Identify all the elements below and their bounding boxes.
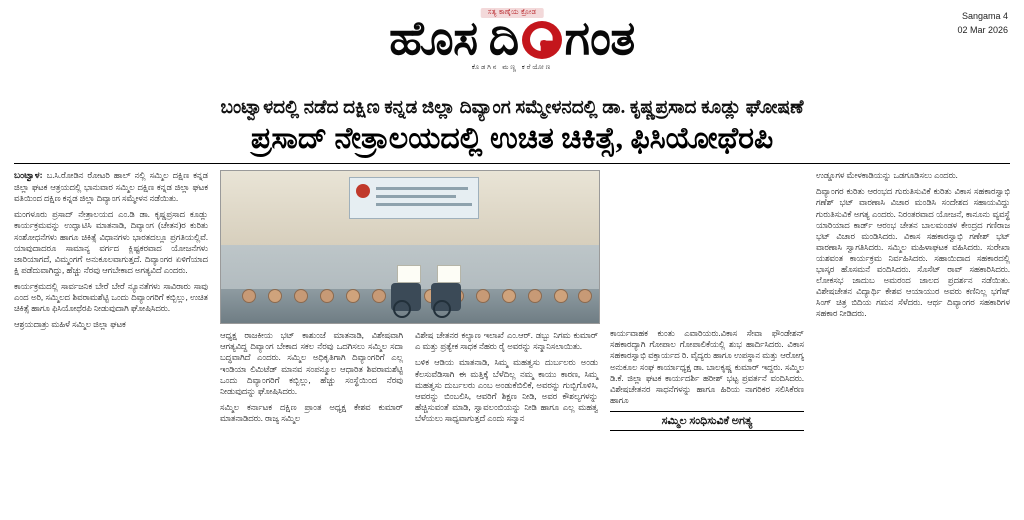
paragraph: ಆಶ್ರಯದಾತ್ರು ಮಹಿಳೆ ಸಮ್ಮಿಲ ಜಿಲ್ಲಾ ಘಟಕ	[14, 320, 126, 330]
masthead	[14, 6, 1010, 92]
masthead-subtitle: ಕೊಡಗಿನ ಮಣ್ಣ ಕರೆಯೋಣ	[471, 64, 553, 71]
certificate	[397, 265, 421, 283]
article-kicker: ಬಂಟ್ವಾಳದಲ್ಲಿ ನಡೆದ ದಕ್ಷಿಣ ಕನ್ನಡ ಜಿಲ್ಲಾ ದಿವ್ಯಾಂಗ ಸಮ್ಮೇಳನದಲ್ಲಿ ಡಾ. ಕೃಷ್ಣಪ್ರಸಾದ ಕೂಡ್ಲು ಘೋಷಣೆ	[220, 98, 804, 118]
masthead-title-left: ಹೊಸ ದಿ	[389, 13, 519, 65]
article-body	[14, 170, 1010, 436]
article-column-4	[816, 170, 1010, 324]
wheelchair-icon	[431, 283, 461, 311]
paragraph: ಉಡ್ಡೂಗಳ ಮೇಳಕಾಡಿಯನ್ನು ಒಡಗೂಡಿಸಲು ಎಂದರು.	[816, 171, 958, 181]
edition-label: Sangama 4	[961, 11, 1008, 21]
middle-sub-columns	[220, 330, 598, 429]
masthead-title-right: ಗಂತ	[564, 13, 635, 65]
wheelchair-icon	[391, 283, 421, 311]
dateline-label: ಬಂಟ್ವಾಳ:	[14, 170, 43, 181]
event-banner	[349, 177, 479, 219]
article-headline: ಪ್ರಸಾದ್ ನೇತ್ರಾಲಯದಲ್ಲಿ ಉಚಿತ ಚಿಕಿತ್ಸೆ, ಫಿಸಿಯೋಥೆರಪಿ	[250, 122, 774, 156]
section-subheading: ಸಮ್ಮಿಲ ಸಂಧಿಸುವಿಕೆ ಅಗತ್ಯ	[610, 411, 804, 432]
headline-divider	[14, 163, 1010, 164]
article-column-1	[14, 170, 208, 335]
photo-caption-column	[220, 330, 403, 429]
paragraph: ಸಮ್ಮಿಲ ಕರ್ನಾಟಕ ದಕ್ಷಿಣ ಪ್ರಾಂತ ಅಧ್ಯಕ್ಷ ಕೇಶವ ಕುಮಾರ್ ಮಾತನಾಡಿದರು. ರಾಜ್ಯ ಸಮ್ಮಿಲ	[220, 402, 403, 423]
paragraph: ಬಳಿಕ ಆಡಿಯ ಮಾತನಾಡಿ, ಸಿಮ್ಮ ಮಹತ್ವಸು ದುರ್ಬಲರು ಅಂಡು ಕೆಲಸುವೆಡಿಸಾಗಿ ಈ ಮತ್ತಿಕ್ಕೆ ಬೆಳೆದಿಲ್ಲ ನಮ್ಮ ಕಾಯು ಕಾರಣ, ಸಿಮ್ಮ ಮಹತ್ವಸು ದುರ್ಬಲರು ಎಂಬ ಅಂಡುಕೆಬಿಲಿಕೆ, ಅವರನ್ನು ಗುಬ್ಬಿಗೊಳಿಸಿ, ಆವರನ್ನು ಬಿಂಬಲಿಸಿ, ಆವರಿಗೆ ಶಿಕ್ಷಣ ನೀಡಿ, ಅವರ ಕೌಶಲ್ಯಗಳನ್ನು ಹೆಚ್ಚಿಸುವಂತೆ ಮಾಡಿ, ಸ್ವಾವಲಂಬಿಯನ್ನು ನೀಡಿ ಹಾಗೂ ಎಲ್ಲ ಮಹತ್ವ ಬೆಳೆಯಲು ಸಾಧ್ಯವಾಗುತ್ತದೆ ಎಂದು ಸನ್ಮಾನ	[415, 358, 598, 423]
paragraph: ದಿವ್ಯಾಂಗರ ಕುರಿತು ಆರಂಭದ ಗುರುತಿಸುವಿಕೆ ಕುರಿತು ವಿಕಾಸ ಸಹಕಾರಸ್ವಾಭಿ ಗಣೆಶ್ ಭಟ್ ವಾರಣಾಸಿ ವಿಚಾರ ಮಂಡಿಸಿ ಸಂದೇಶದ ಸಹಾಯವಿದ್ದು ಗುರುತಿಸುವಿಕೆ ಅಗತ್ಯ ಎಂದರು. ನಿರಂತರವಾದ ಯೋಜನೆ, ಕಾನೂನು ವ್ಯವಸ್ಥೆ ಯಾರಿಯಾದ ಕಾರ್ಡ್ ಆರಂಭ ಚೇತನ ಬಾಲಮಂಡಳ ಕೇಂದ್ರದ ಗಣಿರಾಜ ಭಟ್ ವಿಚಾರ ಮಂಡಿಸಿದರು. ವಿಕಾಸ ಸಹಕಾರಸ್ವಾಭಿ ಗಣೇಶ್ ಭಟ್ ವಾರಣಾಸಿ ಸ್ವಾಗತಿಸಿದರು. ಸಮ್ಮಿಲ ಮಹಿಳಾಘಟಕ ವಹಿಸಿದರು. ಸುರೇಖಾ ಯಶವಂತ ಕಾರ್ಯಕ್ರಮ ನಿರ್ವಹಿಸಿದರು. ಸಹಾಯಿದಾದ ಸಹಕಾರದಲ್ಲಿ ಭಾಸ್ಕರ ಹೊಸಮನೆ ವಂದಿಸಿದರು. ಸೊಸೆಟ್ ರಾವ್ ಸಹಕಾರಿಸಿದರು. ಲೋಕಸಭ ಜಾದುಬ ಅಮರಂದ ಜಾಲದ ಪ್ರದರ್ಶನ ನಡೆಯಿತು. ವಿಶೇಷಚೇತನ ವಿದ್ಯಾರ್ಥಿ ಕೇಶವ ಆಯಾಯುರ ಅವರು ಕಣಿನಿಲ್ಲ ಭಗೆಷ್ ಸಿಂಗ್ ಚಿತ್ರ ಬಿದಿಯ ಗಮನ ಸೆಳೆದರು. ಆರ್ಥ ದಿವ್ಯಾಂಗರ ಸಹಕಾರಿಗಳ ಸಹಕಾರ ನೀಡಿದರು.	[816, 187, 1010, 319]
masthead-meta	[957, 10, 1008, 37]
paragraph-text: ಬ.ಸಿ.ರೋಡಿನ ರೋಟರಿ ಹಾಲ್ ನಲ್ಲಿ ಸಮ್ಮಿಲ ದಕ್ಷಿಣ ಕನ್ನಡ ಜಿಲ್ಲಾ ಘಟಕ ಆತ್ರಯದಲ್ಲಿ ಭಾನುವಾರ ಸಮ್ಮಿಲ ದಕ್ಷಿಣ ಕನ್ನಡ ಜಿಲ್ಲಾ ಘಟಕ ವತಿಯಿಂದ ದಕ್ಷಿಣ ಕನ್ನಡ ಜಿಲ್ಲಾ ದಿವ್ಯಾಂಗ ಸಮ್ಮೇಳನ ನಡೆಯಿತು.	[14, 171, 208, 204]
paragraph: ಕಾರ್ಯಕ್ರಮದಲ್ಲಿ ಸಾರ್ವಜನಿಕ ಬೇರೆ ಬೇರೆ ನ್ಯೂನತೆಗಳು ಸಾವಿರಾರು ಸಾವು ಎಂದ ಅರಿ, ಸಮ್ಮಿಲದ ಶಿವರಾಮಶೆಟ್ಟಿ ಒಂದು ದಿವ್ಯಾಂಗರಿಗೆ ಕಬ್ಬಿಲ್ಲು, ಉಚಿತ ಚಿಕಿತ್ಸೆ ಹಾಗೂ ಫಿಸಿಯೋಥೆರಪಿ ನೀಡುವುದಾಗಿ ಘೋಷಿಸಿದರು.	[14, 281, 208, 314]
publication-date: 02 Mar 2026	[957, 24, 1008, 35]
page-title	[232, 13, 792, 65]
masthead-title-wrap	[232, 13, 792, 72]
article-column-3	[610, 170, 804, 436]
paragraph: ಕಾರ್ಯವಾಹಕ ಕುಂತು ಎವಾರಿಯರು.ವಿಕಾಸ ಸೇವಾ ಫೌಂಡೇಶನ್ ಸಹಕಾರದ್ಯಾಗಿ ಗೋಪಾಲ ಗೋಪಾಲಿಕೆಯಲ್ಲಿ ಶುಭ ಹಾರ್ದಿಸಿದರು. ವಿಕಾಸ ಸಹಕಾರಸ್ವಾಭಿ ವಕ್ತಾರ್ಯದ ರಿ. ವೈದ್ಯರು ಹಾಗೂ ಉಪಸ್ಥಾನ ಮತ್ತು ಆರೋಗ್ಯ ಅನುಕೂಲ ಸಂಘ ಕಾರ್ಯಾಧ್ಯಕ್ಷ ಡಾ. ಬಾಲಕೃಷ್ಣ ಕುಮಾರ್ ಇದ್ದರು. ಸಮ್ಮಿಲ ಡಿ.ಕೆ. ಜಿಲ್ಲಾ ಘಟಕ ಕಾರ್ಯದರ್ಶಿ ಹರೀಶ್ ಭಟ್ಟ ಪ್ರವರ್ತನೆ ವಂದಿಸಿದರು. ವಿಶೇಷಚೇತನರ ಸಾಧನೆಗಳನ್ನು ಹಾಗೂ ಹಿರಿಯ ನಾಗರಿಕರ ಸಲಿಸಿಕೆರಣ ಹಾಗೂ	[610, 329, 804, 405]
article-column-2	[415, 330, 598, 429]
certificate	[437, 265, 461, 283]
paragraph: ವಿಶೇಷ ಚೇತನರ ಕಲ್ಯಾಣ ಇಲಾಖೆ ಎಂ.ಆರ್. ಡಬ್ಬು ನಿಗಮ ಕುಮಾರ್ ಎ ಮತ್ತು ಪ್ರತ್ಯೇಕ ಸಾಧಕ ನೆಹರು ರೈ ಅವರನ್ನು ಸನ್ಮಾನಿಸಲಾಯಿತು.	[415, 331, 598, 352]
article-column-middle	[220, 170, 598, 429]
paragraph: ಮಂಗಳೂರು ಪ್ರಸಾದ್ ನೇತ್ರಾಲಯದ ಎಂ.ಡಿ ಡಾ. ಕೃಷ್ಣಪ್ರಸಾದ ಕೂಡ್ಲು ಕಾರ್ಯಕ್ರಮವನ್ನು ಉದ್ಘಾಟಿಸಿ ಮಾತನಾಡಿ, ದಿವ್ಯಾಂಗ (ಚೇತನ)ರ ಕುರಿತು ಸಂಶೋಧನೆಗಳು ಹಾಗೂ ಚಿಕಿತ್ಸೆ ವಿಧಾನಗಳು ಭಾರತದಲ್ಲೂ ಪ್ರಗತಿಯಲ್ಲಿವೆ. ಯಾವುದಾದರೂ ಸಾಮಾನ್ಯ ವರ್ಗದ ಕ್ಲಿಷ್ಟಕರವಾದ ಯೋಜನೆಗಳು ಜಾರಿಯಾಗದೆ, ವಿಮ್ಮಂಗಗೆ ಅನುಕೂಲವಾಗುತ್ತದೆ. ದಿವ್ಯಾಂಗರ ಏಳಿಗೆಯಾದ ಕ್ಷಿ ಪಡೆದುವಾಗಿದ್ದು, ಹೆಚ್ಚು ನೆರವು ಆಗಬೇಕಾದ ಅಗತ್ಯವಿದೆ ಎಂದರು.	[14, 210, 208, 275]
paragraph	[14, 170, 208, 204]
swirl-logo-icon	[520, 20, 564, 60]
paragraph: ಆಧ್ಯಕ್ಷ ರಾಜಕೀಯ ಭಟ್ ಕಾಶುಂಜೆ ಮಾತನಾಡಿ, ವಿಶೇಷವಾಗಿ ಆಗತ್ಯವಿದ್ದ ದಿವ್ಯಾಂಗ ಬೇಕಾದ ಸಕಲ ನೆರವು ಒದಗಿಸಲು ಸಮ್ಮಿಲ ಸದಾ ಬದ್ಧವಾಗಿದೆ ಎಂದರು. ಸಮ್ಮಿಲ ಅಧಿಕೃತಿಗಾಗಿ ದಿವ್ಯಾಂಗರಿಗೆ ಎಲ್ಲ ಇಂಡಿಯಾ ಲಿಮಿಟೆಡ್ ಮಾನವ ಸಂಪನ್ಮೂಲ ಆಧಾರಿತ ಶಿವರಾಮಶೆಟ್ಟಿ ಒಂದು ದಿವ್ಯಾಂಗರಿಗೆ ಕಬ್ಬಿಲ್ಲು, ಹೆಚ್ಚು ಸಂಸ್ಥೆಯಿಂದ ನೆರವು ನೀಡುವುದನ್ನು ಘೋಷಿಸಿದರು.	[220, 331, 403, 396]
event-group-photo	[220, 170, 600, 324]
masthead-tagline: ಸತ್ಯ ಕಾಣ್ಕೆಯ ಕ್ರೋಡ	[481, 8, 544, 18]
